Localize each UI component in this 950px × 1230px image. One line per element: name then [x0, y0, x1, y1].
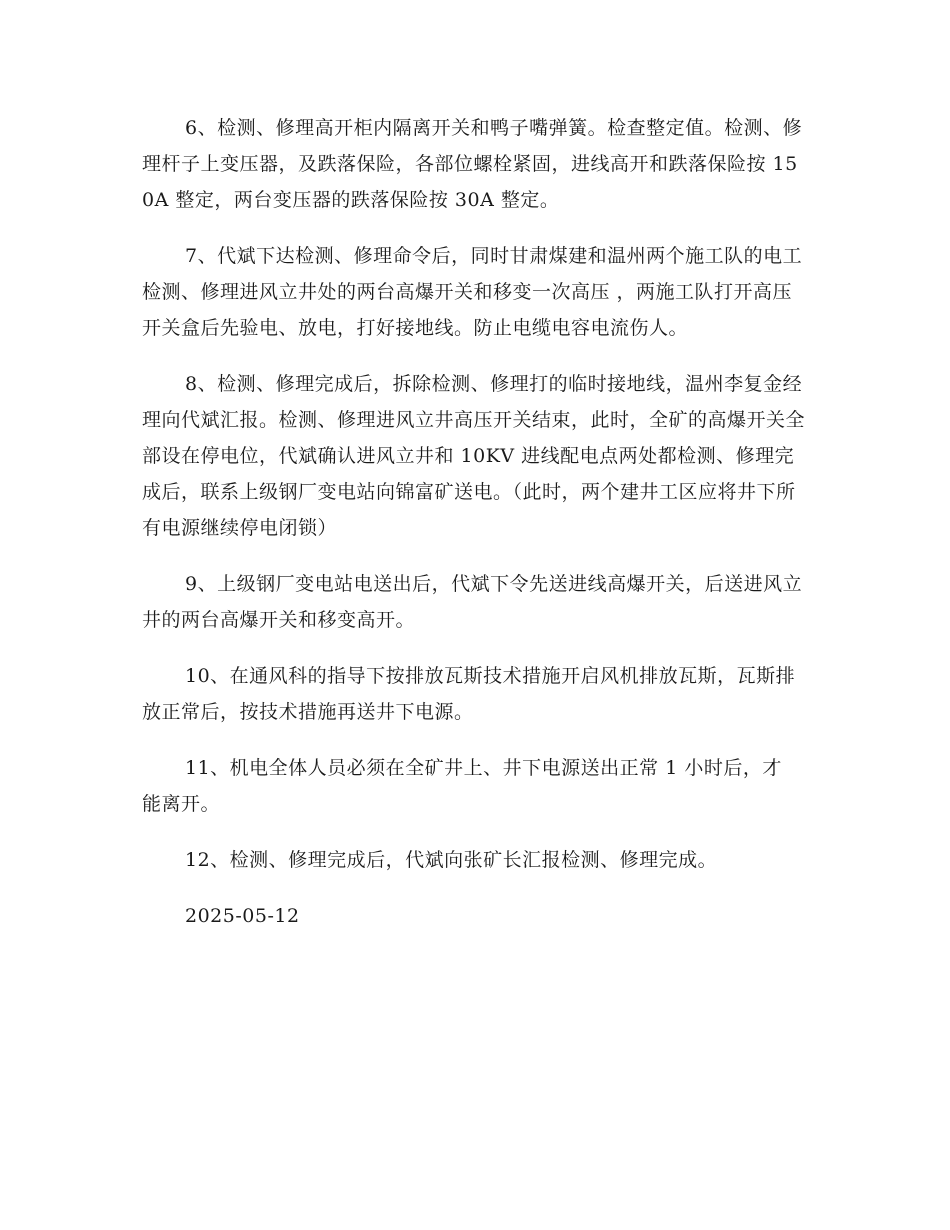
paragraph-item-7: 7、代斌下达检测、修理命令后，同时甘肃煤建和温州两个施工队的电工检测、修理进风立井处的两台高爆开关和移变一次高压 ，两施工队打开高压开关盒后先验电、放电，打好接地线。防止电缆电容电流伤人。: [142, 245, 803, 339]
paragraph-item-10: 10、在通风科的指导下按排放瓦斯技术措施开启风机排放瓦斯，瓦斯排放正常后，按技术措施再送井下电源。: [142, 665, 796, 723]
document-body: [142, 110, 810, 934]
paragraph-item-11: 11、机电全体人员必须在全矿井上、井下电源送出正常 1 小时后，才能离开。: [142, 757, 782, 815]
paragraph-item-8: 8、检测、修理完成后，拆除检测、修理打的临时接地线，温州李复金经理向代斌汇报。检测、修理进风立井高压开关结束，此时，全矿的高爆开关全部设在停电位，代斌确认进风立井和 10KV 进线配电点两处都检测、修理完成后，联系上级钢厂变电站向锦富矿送电。（此时，两个建井工区应将井下所有电源继续停电闭锁）: [142, 373, 806, 539]
paragraph-item-9: 9、上级钢厂变电站电送出后，代斌下令先送进线高爆开关，后送进风立井的两台高爆开关和移变高开。: [142, 573, 803, 631]
paragraph-item-12: 12、检测、修理完成后，代斌向张矿长汇报检测、修理完成。: [185, 849, 718, 871]
paragraph-item-6: 6、检测、修理高开柜内隔离开关和鸭子嘴弹簧。检查整定值。检测、修理杆子上变压器，及跌落保险，各部位螺栓紧固，进线高开和跌落保险按 150A 整定，两台变压器的跌落保险按 30A 整定。: [142, 117, 803, 211]
document-date: 2025-05-12: [185, 905, 300, 927]
